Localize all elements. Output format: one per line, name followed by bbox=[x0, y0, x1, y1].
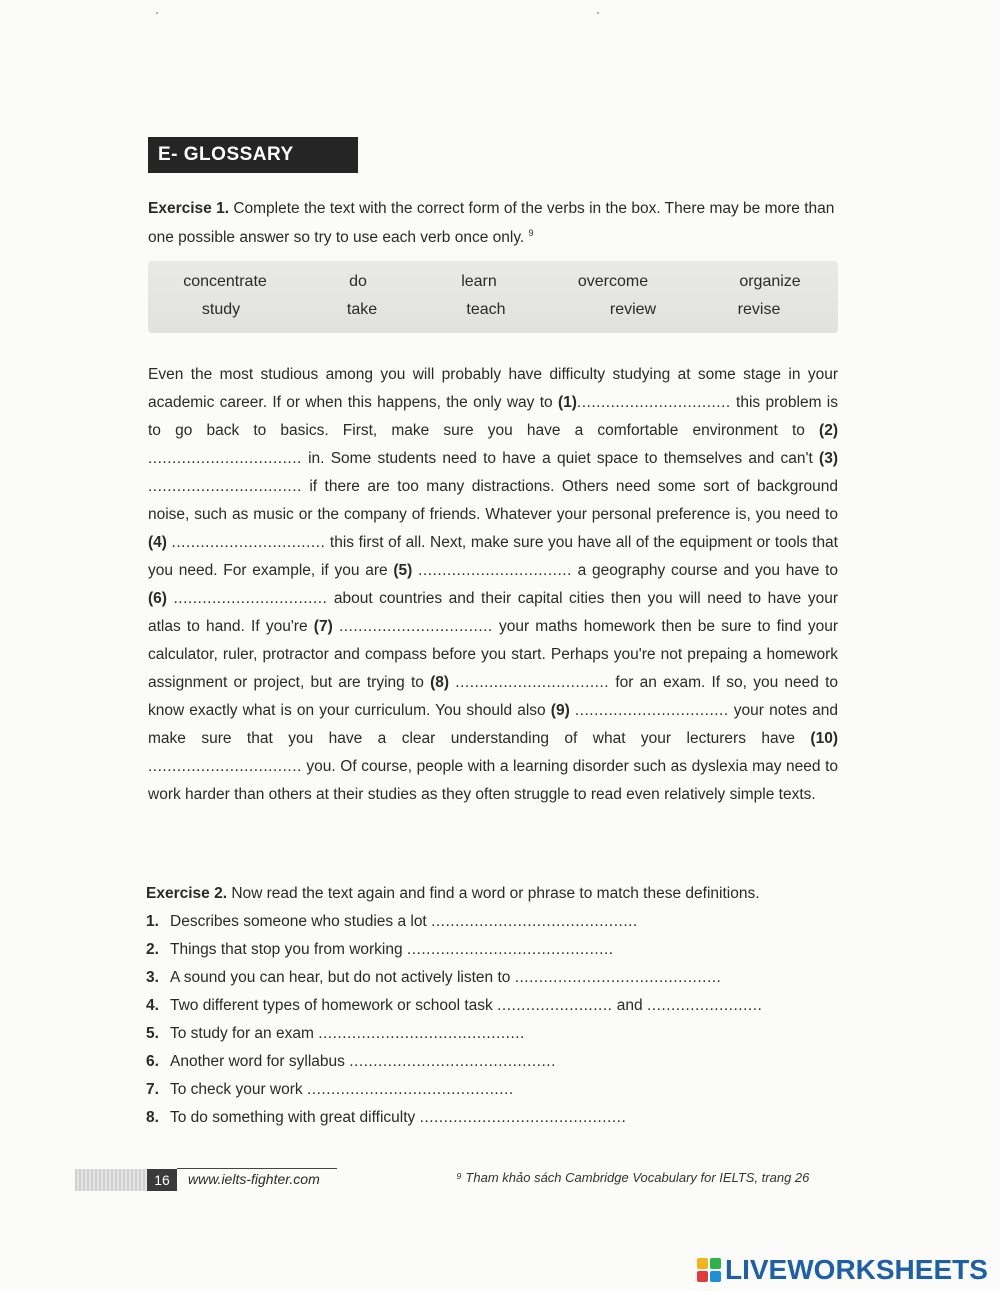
passage-text: about countries and their capital cities then you will need to have your atlas to hand. If you're bbox=[148, 590, 838, 635]
answer-blank[interactable]: ........................................... bbox=[349, 1053, 556, 1070]
gap-blank-2[interactable]: ................................ bbox=[148, 450, 302, 467]
definition-item bbox=[146, 1020, 846, 1048]
gap-number: (5) bbox=[393, 562, 413, 579]
gap-blank-10[interactable]: ................................ bbox=[148, 758, 302, 775]
word-box-item: organize bbox=[739, 273, 801, 290]
item-number: 7. bbox=[146, 1081, 159, 1098]
answer-blank[interactable]: ........................................... bbox=[514, 969, 722, 986]
answer-blank[interactable]: ........................................... bbox=[419, 1109, 627, 1126]
definition-text: Things that stop you from working bbox=[170, 941, 403, 958]
definition-text: Another word for syllabus bbox=[170, 1053, 345, 1070]
word-box bbox=[148, 261, 838, 333]
passage-text: a geography course and you have to bbox=[577, 562, 838, 579]
item-number: 8. bbox=[146, 1109, 159, 1126]
word-box-item: take bbox=[346, 301, 378, 318]
answer-blank[interactable]: ........................................... bbox=[306, 1081, 514, 1098]
item-number: 3. bbox=[146, 969, 159, 986]
scan-speck bbox=[156, 12, 158, 14]
footnote-mark: 9 bbox=[528, 228, 534, 238]
answer-blank[interactable]: ........................ bbox=[646, 997, 763, 1014]
gap-number: (9) bbox=[550, 702, 570, 719]
gap-number: (8) bbox=[430, 674, 450, 691]
passage-text: Even the most studious among you will probably have difficulty studying at some stage in your academic career. If or when this happens, the only way to bbox=[148, 366, 838, 411]
passage-text: this first of all. Next, make sure you have all of the equipment or tools that you need. For example, if you are bbox=[148, 534, 838, 579]
passage-text: if there are too many distractions. Others need some sort of background noise, such as music or the company of friends. Whatever your personal preference is, you need to bbox=[148, 478, 839, 523]
word-box-item: learn bbox=[461, 273, 497, 290]
definition-text: Two different types of homework or school task bbox=[170, 997, 493, 1014]
gap-blank-1[interactable]: ................................ bbox=[576, 394, 731, 411]
passage-text: this problem is to go back to basics. First, make sure you have a comfortable environment to bbox=[148, 394, 838, 439]
definition-text: To check your work bbox=[170, 1081, 303, 1098]
definition-item bbox=[146, 936, 846, 964]
exercise-1-text: Complete the text with the correct form of the verbs in the box. There may be more than one possible answer so try to use each verb once only. bbox=[148, 200, 835, 247]
passage-text: you. Of course, people with a learning disorder such as dyslexia may need to work harder than others at their studies as they often struggle to read even relatively simple texts. bbox=[148, 758, 838, 803]
answer-blank[interactable]: ........................................... bbox=[318, 1025, 525, 1042]
exercise-1-label: Exercise 1. bbox=[148, 200, 230, 217]
definition-text: Describes someone who studies a lot bbox=[170, 913, 427, 930]
logo-icon bbox=[697, 1258, 721, 1282]
passage-text: for an exam. If so, you need to know exactly what is on your curriculum. You should also bbox=[148, 674, 839, 719]
gap-blank-7[interactable]: ................................ bbox=[338, 618, 493, 635]
definition-text: A sound you can hear, but do not actively listen to bbox=[170, 969, 511, 986]
gap-blank-8[interactable]: ................................ bbox=[455, 674, 610, 691]
definition-text: To study for an exam bbox=[170, 1025, 314, 1042]
and-text: and bbox=[616, 997, 643, 1014]
gap-blank-5[interactable]: ................................ bbox=[418, 562, 572, 579]
website-link[interactable]: www.ielts-fighter.com bbox=[188, 1171, 320, 1187]
definition-item bbox=[146, 992, 846, 1020]
item-number: 6. bbox=[146, 1053, 159, 1070]
passage-text: in. Some students need to have a quiet space to themselves and can't bbox=[308, 450, 813, 467]
word-box-item: revise bbox=[737, 301, 781, 318]
gap-number: (2) bbox=[819, 422, 838, 439]
logo-text: LIVEWORKSHEETS bbox=[725, 1254, 988, 1285]
exercise-2-label: Exercise 2. bbox=[146, 885, 228, 902]
definition-text: To do something with great difficulty bbox=[170, 1109, 416, 1126]
item-number: 5. bbox=[146, 1025, 159, 1042]
definition-item bbox=[146, 964, 846, 992]
footer-divider bbox=[177, 1168, 337, 1169]
gap-number: (4) bbox=[148, 534, 167, 551]
answer-blank[interactable]: ........................ bbox=[497, 997, 613, 1014]
gap-number: (6) bbox=[148, 590, 167, 607]
item-number: 2. bbox=[146, 941, 159, 958]
reading-passage bbox=[148, 361, 838, 809]
answer-blank[interactable]: ........................................... bbox=[406, 941, 614, 958]
page-number: 16 bbox=[147, 1169, 177, 1191]
word-box-item: teach bbox=[466, 301, 506, 318]
footer-decoration bbox=[75, 1169, 147, 1191]
definition-item bbox=[146, 1076, 846, 1104]
word-box-item: concentrate bbox=[183, 273, 267, 290]
scan-speck bbox=[597, 12, 599, 14]
footnote: ⁹ Tham khảo sách Cambridge Vocabulary for IELTS, trang 26 bbox=[456, 1170, 810, 1185]
gap-number: (1) bbox=[557, 394, 577, 411]
section-heading: E- GLOSSARY bbox=[148, 137, 358, 173]
liveworksheets-logo[interactable] bbox=[697, 1254, 988, 1286]
gap-blank-3[interactable]: ................................ bbox=[148, 478, 302, 495]
gap-blank-9[interactable]: ................................ bbox=[574, 702, 729, 719]
definition-item bbox=[146, 908, 846, 936]
gap-blank-6[interactable]: ................................ bbox=[173, 590, 328, 607]
word-box-item: overcome bbox=[577, 273, 649, 290]
answer-blank[interactable]: ........................................... bbox=[431, 913, 638, 930]
word-box-item: review bbox=[609, 301, 657, 318]
gap-number: (7) bbox=[313, 618, 333, 635]
word-box-item: study bbox=[201, 301, 241, 318]
exercise-2 bbox=[146, 880, 846, 1132]
item-number: 4. bbox=[146, 997, 159, 1014]
gap-blank-4[interactable]: ................................ bbox=[171, 534, 326, 551]
passage-text: your maths homework then be sure to find your calculator, ruler, protractor and compass before you start. Perhaps you're not prepaing a homework assignment or project, but are trying to bbox=[148, 618, 838, 691]
exercise-2-text: Now read the text again and find a word or phrase to match these definitions. bbox=[231, 885, 760, 902]
gap-number: (3) bbox=[819, 450, 838, 467]
gap-number: (10) bbox=[810, 730, 838, 747]
definition-item bbox=[146, 1048, 846, 1076]
exercise-2-instructions bbox=[146, 880, 846, 908]
passage-text: your notes and make sure that you have a clear understanding of what your lecturers have bbox=[148, 702, 838, 747]
definition-item bbox=[146, 1104, 846, 1132]
item-number: 1. bbox=[146, 913, 159, 930]
exercise-1-instructions bbox=[148, 196, 838, 250]
word-box-item: do bbox=[349, 273, 367, 290]
